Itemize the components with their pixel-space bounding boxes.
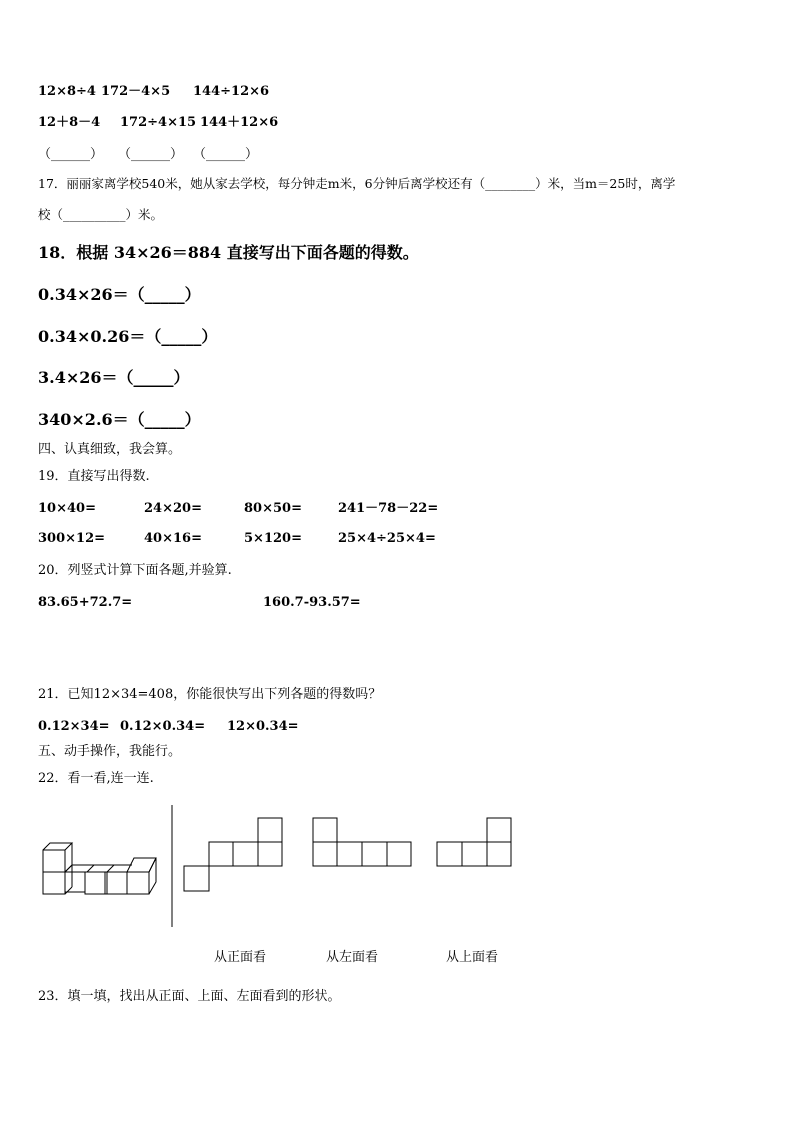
q23-title: 23．填一填，找出从正面、上面、左面看到的形状。 [38, 989, 341, 1004]
section-5-heading: 五、动手操作，我能行。 [38, 744, 182, 759]
view-shape-1[interactable] [183, 817, 285, 895]
view-shape-2[interactable] [312, 817, 414, 869]
q18-item-1[interactable]: 0.34×26＝（_____） [38, 285, 201, 304]
q19-2-4: 25×4÷25×4= [338, 531, 436, 546]
arith-2-3: 144＋12×6 [200, 115, 279, 130]
q19-2-3: 5×120= [244, 531, 302, 546]
q19-2-1: 300×12= [38, 531, 106, 546]
answer-blank-2[interactable]: （______） [118, 147, 184, 162]
arith-2-2: 172÷4×15 [120, 115, 197, 130]
q21-item-2: 0.12×0.34= [120, 719, 206, 734]
arith-1-2: 172－4×5 [101, 84, 171, 99]
q19-2-2: 40×16= [144, 531, 202, 546]
caption-front-view[interactable]: 从正面看 [214, 950, 267, 965]
caption-left-view[interactable]: 从左面看 [326, 950, 379, 965]
q20-item-2: 160.7-93.57= [263, 595, 361, 610]
arith-2-1: 12＋8－4 [38, 115, 101, 130]
arith-1-3: 144÷12×6 [193, 84, 270, 99]
answer-blank-3[interactable]: （______） [193, 147, 259, 162]
q18-item-3[interactable]: 3.4×26＝（_____） [38, 368, 190, 387]
q17-line-2: 校（__________）米。 [38, 207, 164, 222]
q19-1-1: 10×40= [38, 501, 96, 516]
q21-item-3: 12×0.34= [227, 719, 299, 734]
q19-1-4: 241－78－22= [338, 501, 439, 516]
answer-blank-1[interactable]: （______） [38, 147, 104, 162]
view-shape-3[interactable] [436, 817, 514, 869]
q21-title: 21．已知12×34=408，你能很快写出下列各题的得数吗？ [38, 687, 382, 702]
q18-item-2[interactable]: 0.34×0.26＝（_____） [38, 327, 218, 346]
q18-title: 18．根据 34×26＝884 直接写出下面各题的得数。 [38, 243, 419, 262]
q20-title: 20．列竖式计算下面各题,并验算. [38, 563, 232, 578]
q17-line-1: 17．丽丽家离学校540米，她从家去学校，每分钟走m米，6分钟后离学校还有（________）米，当m＝25时，离学 [38, 176, 676, 191]
q20-item-1: 83.65+72.7= [38, 595, 133, 610]
arith-1-1: 12×8÷4 [38, 84, 96, 99]
q19-1-2: 24×20= [144, 501, 202, 516]
q18-item-4[interactable]: 340×2.6＝（_____） [38, 410, 201, 429]
section-4-heading: 四、认真细致，我会算。 [38, 442, 182, 457]
q21-item-1: 0.12×34= [38, 719, 110, 734]
caption-top-view[interactable]: 从上面看 [446, 950, 499, 965]
q19-1-3: 80×50= [244, 501, 302, 516]
divider-line [170, 805, 174, 927]
cube-stack-figure [40, 838, 160, 898]
q22-title: 22．看一看,连一连. [38, 771, 154, 786]
q19-title: 19．直接写出得数. [38, 469, 150, 484]
